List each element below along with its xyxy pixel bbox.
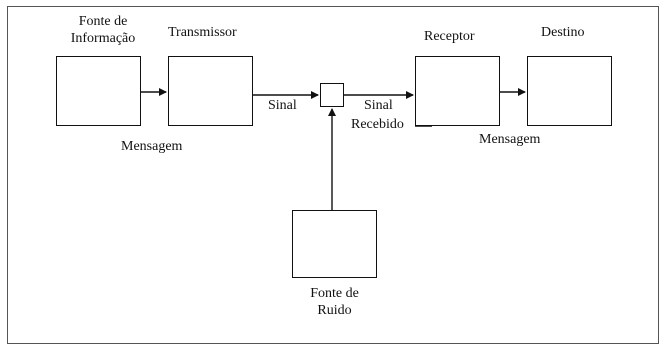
source-label-line2: Informação: [70, 31, 136, 46]
received-signal-label-line1: Sinal: [364, 98, 393, 113]
message-label-right: Mensagem: [479, 132, 541, 147]
destination-label: Destino: [541, 25, 585, 40]
noise-label-line2: Ruido: [317, 303, 352, 318]
received-signal-label-2: Recebido: [351, 117, 404, 132]
noise-source-label: [292, 285, 377, 319]
source-label-line1: Fonte de: [78, 14, 128, 29]
message-label-left: Mensagem: [121, 139, 183, 154]
received-signal-label: [364, 97, 393, 114]
signal-label: Sinal: [268, 98, 297, 113]
noise-label-line1: Fonte de: [310, 286, 359, 301]
transmitter-label: Transmissor: [168, 25, 237, 40]
receiver-label: Receptor: [424, 29, 475, 44]
